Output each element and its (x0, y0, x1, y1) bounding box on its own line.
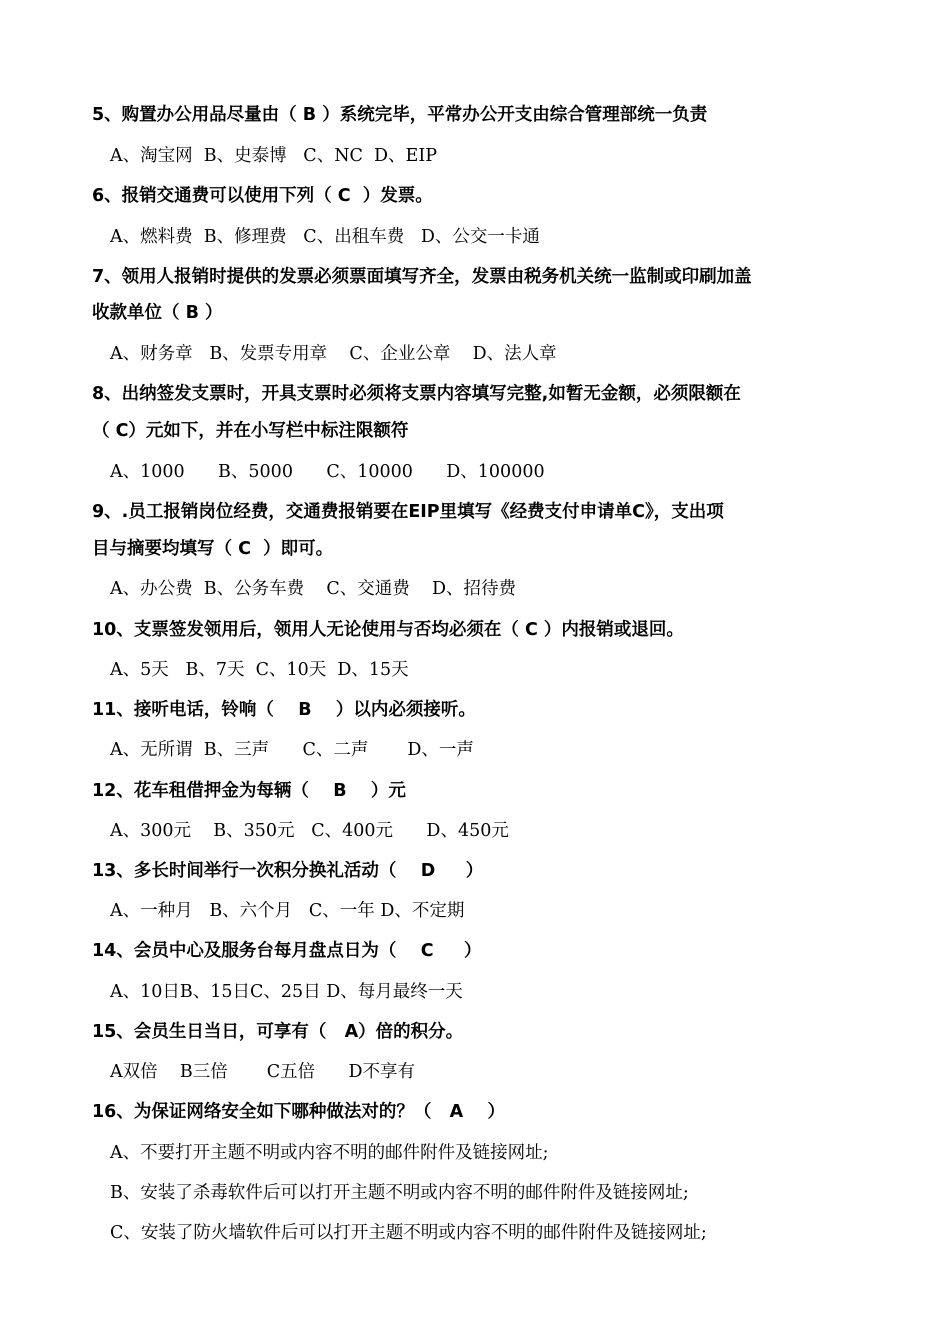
question-16-option-a: A、不要打开主题不明或内容不明的邮件附件及链接网址; (110, 1143, 549, 1163)
question-12-options: A、300元 B、350元 C、400元 D、450元 (110, 821, 509, 841)
question-12: 12、花车租借押金为每辆（ B ）元 (92, 781, 406, 801)
question-6-options: A、燃料费 B、修理费 C、出租车费 D、公交一卡通 (110, 227, 540, 247)
question-11-options: A、无所谓 B、三声 C、二声 D、一声 (110, 740, 474, 760)
question-6: 6、报销交通费可以使用下列（ C ）发票。 (92, 186, 433, 206)
question-7: 7、领用人报销时提供的发票必须票面填写齐全，发票由税务机关统一监制或印刷加盖 (92, 267, 752, 287)
question-8-options: A、1000 B、5000 C、10000 D、100000 (110, 462, 545, 482)
question-16: 16、为保证网络安全如下哪种做法对的？（ A ） (92, 1102, 506, 1122)
question-16-option-b: B、安装了杀毒软件后可以打开主题不明或内容不明的邮件附件及链接网址; (110, 1183, 689, 1203)
question-10-options: A、5天 B、7天 C、10天 D、15天 (110, 660, 409, 680)
question-14-options: A、10日B、15日C、25日 D、每月最终一天 (110, 982, 463, 1002)
question-7-cont: 收款单位（ B ） (92, 303, 223, 323)
question-16-option-c: C、安装了防火墙软件后可以打开主题不明或内容不明的邮件附件及链接网址; (110, 1223, 707, 1243)
question-14: 14、会员中心及服务台每月盘点日为（ C ） (92, 941, 482, 961)
question-9-options: A、办公费 B、公务车费 C、交通费 D、招待费 (110, 579, 517, 599)
question-8-cont: （ C）元如下，并在小写栏中标注限额符 (92, 421, 409, 441)
question-10: 10、支票签发领用后，领用人无论使用与否均必须在（ C ）内报销或退回。 (92, 620, 684, 640)
question-9-cont: 目与摘要均填写（ C ）即可。 (92, 539, 334, 559)
question-8: 8、出纳签发支票时，开具支票时必须将支票内容填写完整,如暂无金额，必须限额在 (92, 384, 741, 404)
question-9: 9、.员工报销岗位经费，交通费报销要在EIP里填写《经费支付申请单C》，支出项 (92, 502, 724, 522)
question-15: 15、会员生日当日，可享有（ A）倍的积分。 (92, 1022, 464, 1042)
question-11: 11、接听电话，铃响（ B ）以内必须接听。 (92, 700, 476, 720)
question-13-options: A、一种月 B、六个月 C、一年 D、不定期 (110, 901, 465, 921)
question-5: 5、购置办公用品尽量由（ B ）系统完毕，平常办公开支由综合管理部统一负责 (92, 105, 708, 125)
question-15-options: A双倍 B三倍 C五倍 D不享有 (110, 1062, 415, 1082)
question-7-options: A、财务章 B、发票专用章 C、企业公章 D、法人章 (110, 344, 557, 364)
question-13: 13、多长时间举行一次积分换礼活动（ D ） (92, 861, 484, 881)
question-5-options: A、淘宝网 B、史泰博 C、NC D、EIP (110, 146, 438, 166)
